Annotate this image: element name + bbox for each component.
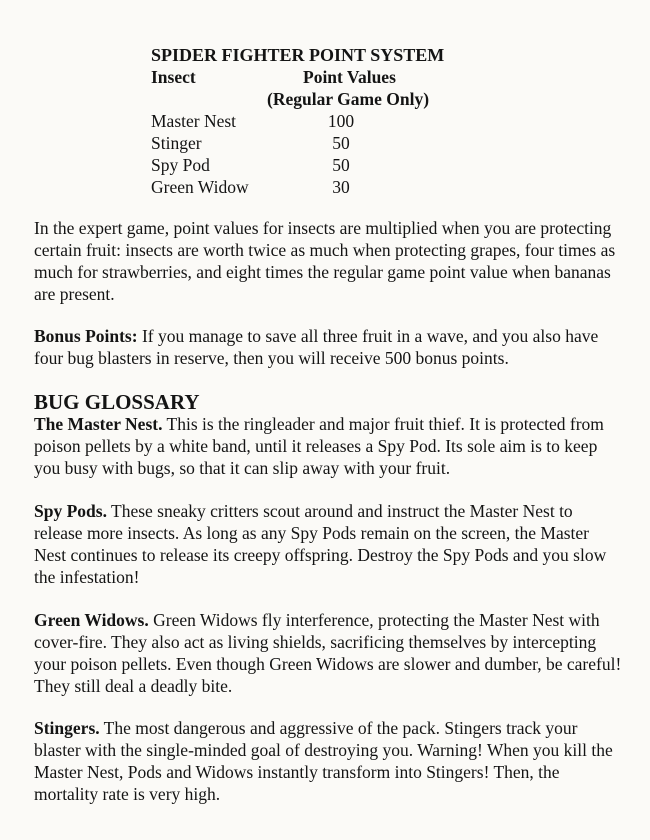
points-column-header: Point Values [303, 67, 396, 87]
point-table-header [151, 66, 471, 88]
glossary-term: The Master Nest. [34, 414, 163, 434]
glossary-entry-spy-pods [34, 500, 624, 588]
expert-game-paragraph: In the expert game, point values for insects are multiplied when you are protecting certain fruit: insects are worth twice as much when protecting grapes, four times as much for strawberries, and eight times the regular game point value when bananas are present. [34, 218, 616, 304]
glossary-entry-green-widows [34, 609, 624, 697]
insect-name: Master Nest [151, 111, 237, 131]
insect-name: Green Widow [151, 177, 249, 197]
table-row [151, 132, 471, 154]
insect-points: 50 [332, 155, 350, 175]
glossary-text: The most dangerous and aggressive of the pack. Stingers track your blaster with the single-minded goal of destroying you. Warning! When you kill the Master Nest, Pods and Widows instantly transform into Stingers! Then, the mortality rate is very high. [34, 718, 613, 804]
table-row [151, 176, 471, 198]
glossary-entry-master-nest [34, 413, 624, 479]
glossary-text: This is the ringleader and major fruit thief. It is protected from poison pellets by a white band, until it releases a Spy Pod. Its sole aim is to keep you busy with bugs, so that it can slip away with your fruit. [34, 414, 604, 478]
point-table-title: SPIDER FIGHTER POINT SYSTEM [151, 45, 445, 65]
insect-points: 30 [332, 177, 350, 197]
insect-column-header: Insect [151, 67, 196, 87]
bug-glossary-heading: BUG GLOSSARY [34, 390, 200, 414]
bonus-points-label: Bonus Points: [34, 326, 138, 346]
insect-points: 50 [332, 133, 350, 153]
point-table-subheader [151, 88, 471, 110]
point-system-table [151, 44, 471, 198]
bonus-points-paragraph [34, 325, 624, 369]
insect-points: 100 [327, 111, 355, 131]
glossary-term: Stingers. [34, 718, 100, 738]
glossary-entry-stingers [34, 717, 624, 805]
bonus-points-text: If you manage to save all three fruit in a wave, and you also have four bug blasters in reserve, then you will receive 500 bonus points. [34, 326, 599, 368]
points-column-subheader: (Regular Game Only) [267, 89, 430, 109]
glossary-text: Green Widows fly interference, protecting the Master Nest with cover-fire. They also act as living shields, sacrificing themselves by intercepting your poison pellets. Even though Green Widows are slower and dumber, be careful! They still deal a deadly bite. [34, 610, 622, 696]
table-row [151, 110, 471, 132]
insect-name: Spy Pod [151, 155, 210, 175]
glossary-term: Spy Pods. [34, 501, 107, 521]
table-row [151, 154, 471, 176]
glossary-text: These sneaky critters scout around and instruct the Master Nest to release more insects. As long as any Spy Pods remain on the screen, the Master Nest continues to release its creepy offspring. Destroy the Spy Pods and you slow the infestation! [34, 501, 607, 587]
glossary-term: Green Widows. [34, 610, 149, 630]
insect-name: Stinger [151, 133, 202, 153]
